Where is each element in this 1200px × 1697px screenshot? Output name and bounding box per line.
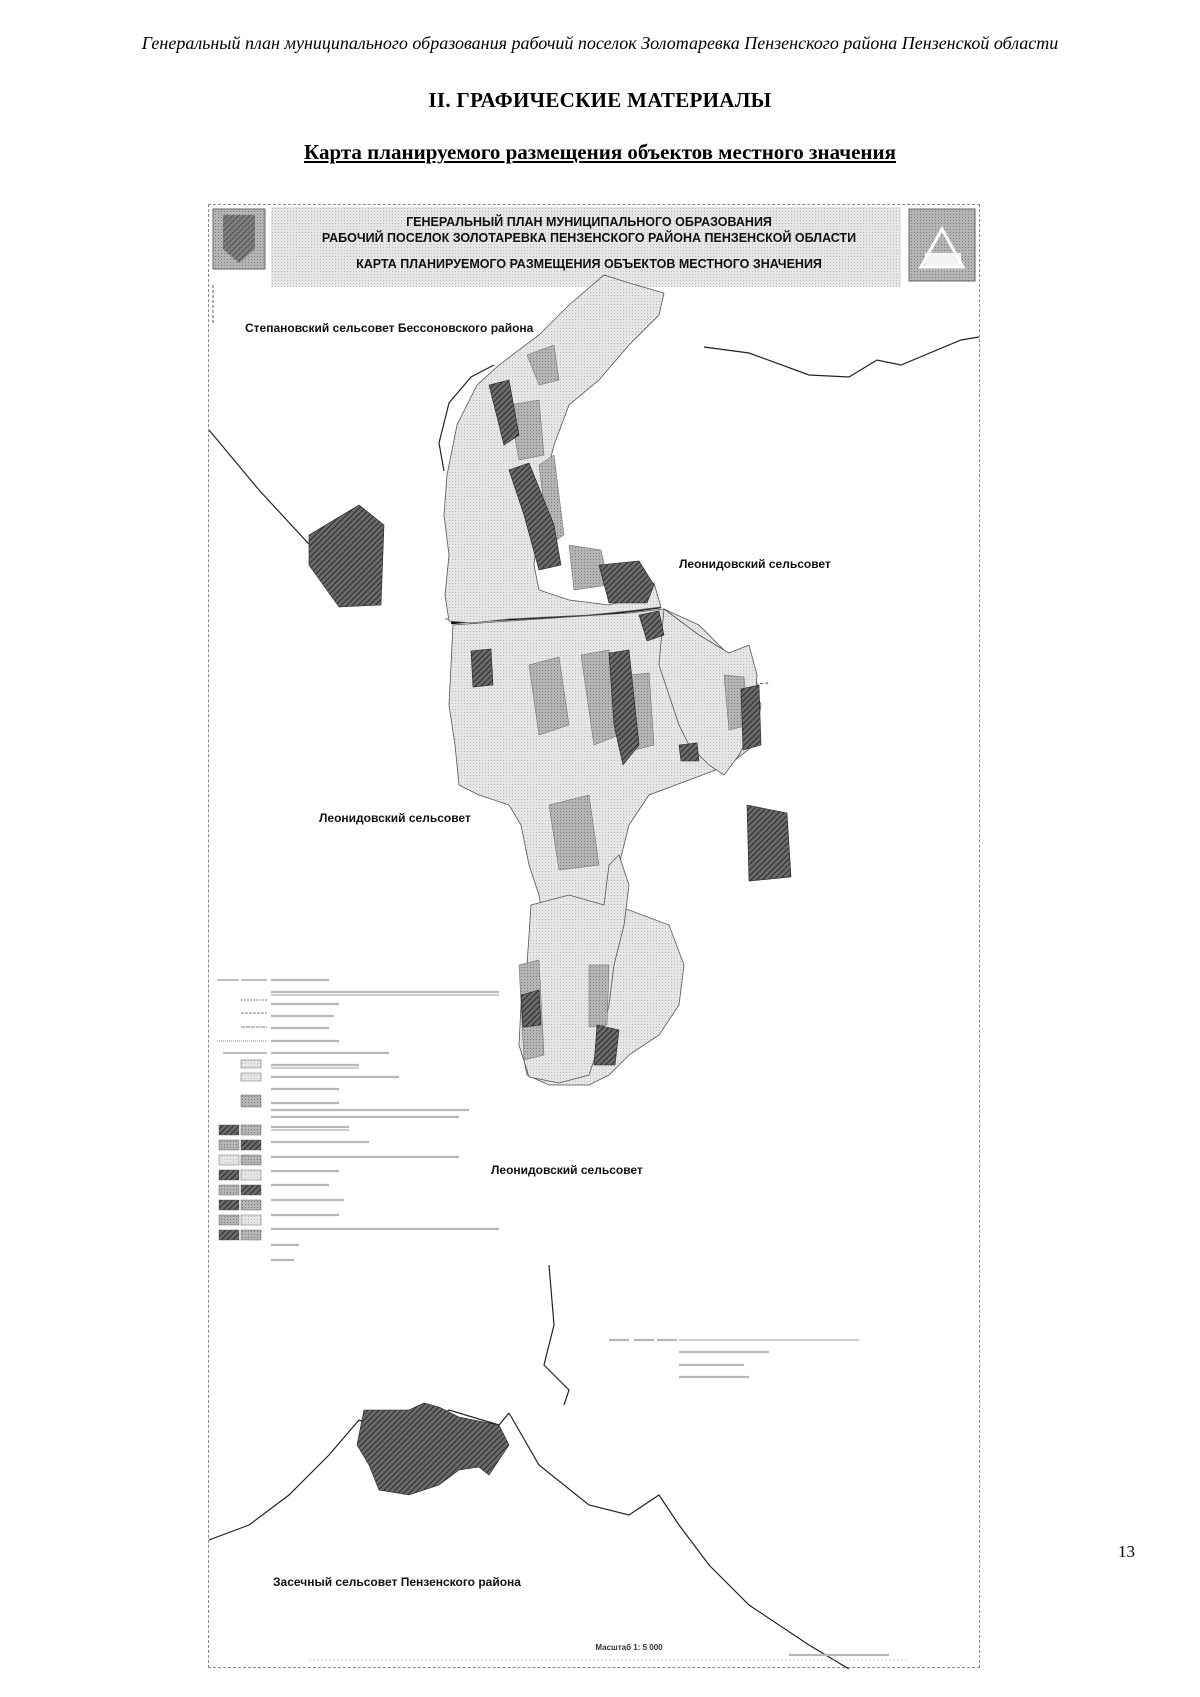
map-scale: Масштаб 1: 5 000 bbox=[595, 1643, 663, 1652]
legend-swatch bbox=[241, 1095, 261, 1107]
legend-swatch bbox=[241, 1230, 261, 1240]
section-title: II. ГРАФИЧЕСКИЕ МАТЕРИАЛЫ bbox=[428, 88, 772, 112]
legend-swatch bbox=[241, 1073, 261, 1081]
page-number: 13 bbox=[1118, 1542, 1135, 1561]
title-block-line3: КАРТА ПЛАНИРУЕМОГО РАЗМЕЩЕНИЯ ОБЪЕКТОВ МЕСТНОГО ЗНАЧЕНИЯ bbox=[356, 257, 822, 271]
zone-patch-dark bbox=[741, 685, 761, 750]
region-label-stepanovsky: Степановский сельсовет Бессоновского района bbox=[245, 321, 534, 335]
logo-plate bbox=[925, 253, 961, 267]
legend-swatch bbox=[219, 1200, 239, 1210]
zone-patch-dark bbox=[594, 1025, 619, 1065]
legend-swatch bbox=[241, 1140, 261, 1150]
zone-patch-medium bbox=[589, 965, 609, 1027]
legend-swatch bbox=[219, 1170, 239, 1180]
region-label-leonidovsky-west: Леонидовский сельсовет bbox=[319, 811, 471, 825]
legend-swatch bbox=[241, 1125, 261, 1135]
legend-swatch bbox=[241, 1060, 261, 1068]
running-header: Генеральный план муниципального образования рабочий поселок Золотаревка Пензенского района Пензенской области bbox=[141, 33, 1059, 53]
legend-swatch bbox=[241, 1185, 261, 1195]
title-block-line2: РАБОЧИЙ ПОСЕЛОК ЗОЛОТАРЕВКА ПЕНЗЕНСКОГО РАЙОНА ПЕНЗЕНСКОЙ ОБЛАСТИ bbox=[321, 231, 857, 245]
legend-swatch bbox=[241, 1215, 261, 1225]
boundary-line-river bbox=[544, 1265, 569, 1405]
legend-swatch bbox=[241, 1155, 261, 1165]
legend-swatches bbox=[219, 1060, 261, 1240]
map-frame bbox=[208, 204, 980, 1668]
legend-swatch bbox=[219, 1185, 239, 1195]
legend-swatch bbox=[241, 1170, 261, 1180]
legend-swatch bbox=[219, 1155, 239, 1165]
boundary-line-southeast bbox=[509, 1413, 849, 1669]
zone-patch-dark bbox=[521, 990, 541, 1027]
region-label-leonidovsky-east: Леонидовский сельсовет bbox=[679, 557, 831, 571]
zone-patch-dark bbox=[679, 743, 699, 761]
zone-patch-dark-south bbox=[357, 1403, 509, 1495]
boundary-line-north bbox=[704, 337, 979, 377]
legend-swatch bbox=[219, 1140, 239, 1150]
map-drawing bbox=[209, 205, 981, 1669]
title-block bbox=[281, 208, 897, 293]
legend-swatch bbox=[219, 1215, 239, 1225]
region-label-leonidovsky-south: Леонидовский сельсовет bbox=[491, 1163, 643, 1177]
zone-patch-dark bbox=[471, 649, 493, 687]
zone-patch-dark bbox=[599, 561, 654, 603]
region-label-zasechny: Засечный сельсовет Пензенского района bbox=[273, 1575, 521, 1589]
organization-logo-icon bbox=[909, 209, 975, 281]
map-title: Карта планируемого размещения объектов местного значения bbox=[304, 140, 896, 164]
legend-swatch bbox=[241, 1200, 261, 1210]
zone-patch-dark-west bbox=[309, 505, 384, 607]
zone-patch-dark-east bbox=[747, 805, 791, 881]
legend-swatch bbox=[219, 1230, 239, 1240]
title-block-line1: ГЕНЕРАЛЬНЫЙ ПЛАН МУНИЦИПАЛЬНОГО ОБРАЗОВАНИЯ bbox=[406, 215, 772, 229]
legend-swatch bbox=[219, 1125, 239, 1135]
